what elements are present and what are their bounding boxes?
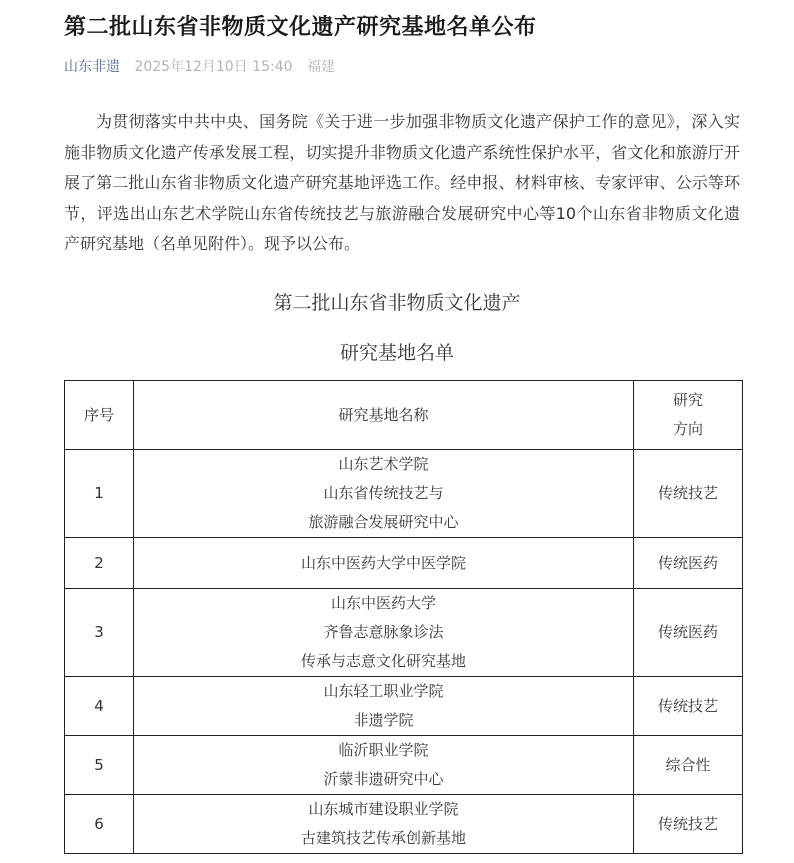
table-row: [65, 795, 743, 854]
row-direction: 传统技艺: [634, 795, 743, 854]
article-title: 第二批山东省非物质文化遗产研究基地名单公布: [64, 15, 537, 40]
publish-location: 福建: [306, 59, 335, 75]
row-name-line: 山东中医药大学中医学院: [300, 553, 466, 572]
publish-time: 2025年12月10日 15:40: [134, 59, 293, 75]
row-direction: 传统技艺: [634, 450, 743, 538]
row-name-line: 临沂职业学院: [338, 741, 429, 759]
row-name: [134, 538, 634, 589]
row-name: [134, 450, 634, 538]
research-base-table: [64, 380, 743, 854]
header-direction-line1: 研究: [672, 391, 703, 409]
row-direction: 传统医药: [634, 538, 743, 589]
table-row: [65, 589, 743, 677]
table-row: [65, 450, 743, 538]
table-row: [65, 538, 743, 589]
header-name: 研究基地名称: [134, 381, 634, 450]
header-no: 序号: [65, 381, 134, 450]
row-name-line: 旅游融合发展研究中心: [308, 513, 459, 531]
row-name-line: 山东轻工职业学院: [323, 682, 444, 700]
row-name-line: 古建筑技艺传承创新基地: [300, 829, 466, 847]
row-name: [134, 589, 634, 677]
row-direction: 传统医药: [634, 589, 743, 677]
source-link[interactable]: 山东非遗: [64, 59, 120, 75]
row-name-line: 齐鲁志意脉象诊法: [323, 623, 444, 641]
row-no: 4: [65, 677, 134, 736]
row-no: 3: [65, 589, 134, 677]
list-caption-line1: 第二批山东省非物质文化遗产: [273, 292, 521, 314]
row-name-line: 沂蒙非遗研究中心: [323, 770, 444, 788]
row-name: [134, 677, 634, 736]
row-no: 2: [65, 538, 134, 589]
header-direction: [634, 381, 743, 450]
row-name-line: 山东中医药大学: [330, 594, 436, 612]
header-direction-line2: 方向: [672, 420, 703, 438]
row-name-line: 非遗学院: [353, 711, 414, 729]
row-name-line: 山东城市建设职业学院: [308, 800, 459, 818]
table-row: [65, 677, 743, 736]
intro-paragraph: 为贯彻落实中共中央、国务院《关于进一步加强非物质文化遗产保护工作的意见》，深入实施非物质文化遗产传承发展工程，切实提升非物质文化遗产系统性保护水平，省文化和旅游厅开展了第二批山东省非物质文化遗产研究基地评选工作。经申报、材料审核、专家评审、公示等环节，评选出山东艺术学院山东省传统技艺与旅游融合发展研究中心等10个山东省非物质文化遗产研究基地（名单见附件）。现予以公布。: [64, 112, 740, 253]
table-header-row: [65, 381, 743, 450]
list-caption-line2: 研究基地名单: [339, 342, 454, 364]
row-name: [134, 736, 634, 795]
article-meta: [64, 56, 335, 76]
row-name: [134, 795, 634, 854]
row-direction: 传统技艺: [634, 677, 743, 736]
row-no: 1: [65, 450, 134, 538]
row-direction: 综合性: [634, 736, 743, 795]
row-name-line: 山东省传统技艺与: [323, 484, 444, 502]
row-no: 6: [65, 795, 134, 854]
table-row: [65, 736, 743, 795]
row-name-line: 山东艺术学院: [338, 455, 429, 473]
row-no: 5: [65, 736, 134, 795]
row-name-line: 传承与志意文化研究基地: [300, 652, 466, 670]
